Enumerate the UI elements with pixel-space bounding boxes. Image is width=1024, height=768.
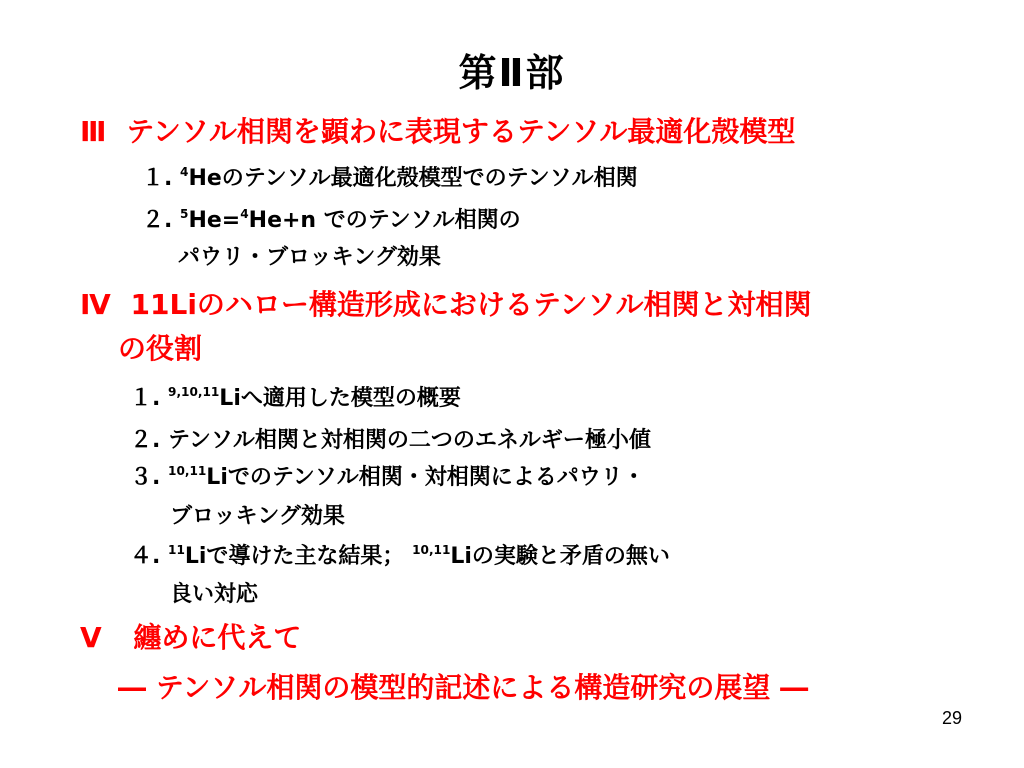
- item-text: Liで導けた主な結果；: [184, 544, 405, 569]
- item-number: ２.: [142, 208, 173, 233]
- item-number: ４.: [130, 544, 161, 569]
- superscript: 4: [180, 164, 189, 179]
- section-4-item-3-continuation: ブロッキング効果: [170, 504, 345, 529]
- item-number: ２.: [130, 428, 161, 453]
- superscript: 4: [240, 206, 249, 221]
- section-3-item-2: [142, 203, 521, 234]
- superscript: 5: [180, 206, 189, 221]
- superscript: 10,11: [168, 463, 207, 478]
- section-3-item-1: [142, 161, 638, 192]
- section-4-item-4: [130, 539, 670, 570]
- item-text: Liへ適用した模型の概要: [219, 386, 461, 411]
- section-5-heading-continuation: ― テンソル相関の模型的記述による構造研究の展望 ―: [118, 671, 809, 704]
- section-3-text: テンソル相関を顕わに表現するテンソル最適化殻模型: [126, 115, 796, 148]
- item-text: He+n でのテンソル相関の: [248, 208, 521, 233]
- section-4-item-4-continuation: 良い対応: [170, 582, 259, 607]
- item-text: Liの実験と矛盾の無い: [450, 544, 670, 569]
- superscript: 9,10,11: [168, 384, 220, 399]
- item-number: １.: [142, 166, 173, 191]
- section-4-numeral: Ⅳ: [80, 288, 111, 321]
- superscript: 11: [168, 542, 185, 557]
- superscript: 10,11: [412, 542, 451, 557]
- section-5-text: 纏めに代えて: [133, 621, 302, 654]
- section-5-heading: [80, 616, 301, 656]
- item-text: テンソル相関と対相関の二つのエネルギー極小値: [168, 428, 651, 453]
- page-number: 29: [941, 708, 962, 728]
- item-text: Heのテンソル最適化殻模型でのテンソル相関: [188, 166, 638, 191]
- item-number: １.: [130, 386, 161, 411]
- section-3-numeral: Ⅲ: [80, 115, 107, 148]
- section-4-heading: [80, 283, 812, 323]
- section-5-numeral: Ⅴ: [80, 621, 102, 654]
- item-number: ３.: [130, 465, 161, 490]
- slide-title: 第Ⅱ部: [458, 51, 566, 95]
- item-text: Liでのテンソル相関・対相関によるパウリ・: [206, 465, 645, 490]
- section-3-heading: [80, 110, 795, 150]
- section-3-item-2-continuation: パウリ・ブロッキング効果: [178, 245, 441, 270]
- section-4-text: 11Liのハロー構造形成におけるテンソル相関と対相関: [130, 288, 812, 321]
- section-4-item-2: [130, 423, 651, 454]
- section-4-item-3: [130, 460, 645, 491]
- item-text: He=: [188, 208, 241, 233]
- section-4-item-1: [130, 381, 461, 412]
- section-4-heading-continuation: の役割: [118, 332, 203, 365]
